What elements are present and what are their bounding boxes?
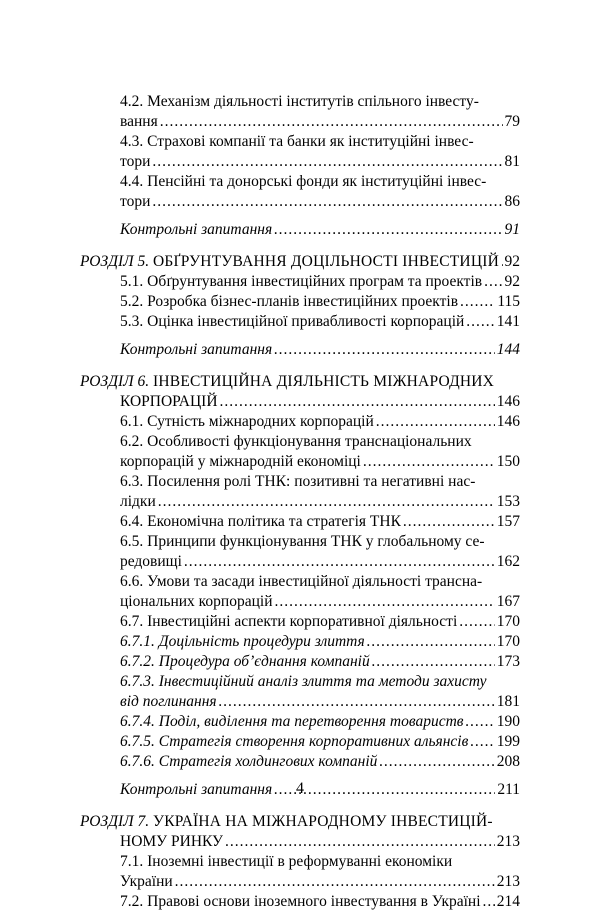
toc-entry-text: 5.3. Оцінка інвестиційної привабливості корпорацій <box>120 313 465 330</box>
page-ref: 170 <box>496 633 520 650</box>
toc-entry-6-7-1 <box>80 632 520 652</box>
toc-section-6-cont <box>80 392 520 412</box>
toc-entry-text: тори <box>120 193 151 210</box>
toc-entry-text: 5.2. Розробка бізнес-планів інвестиційних проектів <box>120 293 459 310</box>
toc-entry-text: 6.5. Принципи функціонування ТНК у глобальному се- <box>120 533 485 550</box>
toc-entry-text: України <box>120 873 173 890</box>
page-number: 4 <box>296 780 304 797</box>
section-label: РОЗДІЛ 7. <box>80 813 150 830</box>
dot-leader <box>152 152 502 172</box>
toc-entry-6-2-cont <box>80 452 520 472</box>
toc-entry-text: ціональних корпорацій <box>120 593 273 610</box>
toc-entry-6-7-4 <box>80 712 520 732</box>
dot-leader <box>220 392 495 412</box>
toc-entry-6-1 <box>80 412 520 432</box>
dot-leader <box>466 712 495 732</box>
dot-leader <box>152 192 502 212</box>
dot-leader <box>274 220 502 240</box>
toc-entry-6-4 <box>80 512 520 532</box>
dot-leader <box>379 752 494 772</box>
toc-entry-6-5-cont <box>80 552 520 572</box>
page-ref: 141 <box>496 313 520 330</box>
page-ref: 208 <box>496 753 520 770</box>
toc-entry-text: 5.1. Обґрунтування інвестиційних програм та проектів <box>120 273 483 290</box>
toc-entry-5-3 <box>80 312 520 332</box>
dot-leader <box>372 652 495 672</box>
toc-entry-text: 6.7.6. Стратегія холдингових компаній <box>120 753 378 770</box>
page-ref: 214 <box>496 893 520 910</box>
dot-leader <box>225 832 495 852</box>
toc-section-7 <box>80 812 520 832</box>
toc-entry-text: 4.2. Механізм діяльності інститутів спільного інвесту- <box>120 93 479 110</box>
page-ref: 92 <box>504 273 520 290</box>
page-ref: 181 <box>496 693 520 710</box>
section-title: КОРПОРАЦІЙ <box>120 393 218 410</box>
toc-entry-text: 6.3. Посилення ролі ТНК: позитивні та негативні нас- <box>120 473 476 490</box>
toc-entry-text: корпорацій у міжнародній економіці <box>120 453 361 470</box>
toc-entry-6-5 <box>80 532 520 552</box>
dot-leader <box>184 552 495 572</box>
page-ref: 190 <box>496 713 520 730</box>
toc-entry-text: 6.7.1. Доцільність процедури злиття <box>120 633 365 650</box>
dot-leader <box>275 592 495 612</box>
toc-entry-7-1 <box>80 852 520 872</box>
dot-leader <box>175 872 495 892</box>
section-title: НОМУ РИНКУ <box>120 833 224 850</box>
page-ref: 162 <box>496 553 520 570</box>
toc-entry-text: 7.1. Іноземні інвестиції в реформуванні економіки <box>120 853 453 870</box>
toc-entry-text: Контрольні запитання <box>120 221 273 238</box>
toc-entry-7-2 <box>80 892 520 912</box>
page-ref: 170 <box>496 613 520 630</box>
page-ref: 79 <box>504 113 520 130</box>
dot-leader <box>483 892 495 912</box>
toc-entry-4-2-cont <box>80 112 520 132</box>
toc-entry-text: Контрольні запитання <box>120 341 273 358</box>
toc-section-5 <box>80 252 520 272</box>
section-label: РОЗДІЛ 5. <box>80 253 150 270</box>
toc-entry-text: тори <box>120 153 151 170</box>
toc-entry-text: 6.7. Інвестиційні аспекти корпоративної діяльності <box>120 613 458 630</box>
toc-entry-6-7-5 <box>80 732 520 752</box>
toc-entry-6-7-3-cont <box>80 692 520 712</box>
toc-entry-6-3-cont <box>80 492 520 512</box>
toc-entry-6-3 <box>80 472 520 492</box>
toc-entry-6-7-6 <box>80 752 520 772</box>
page-ref: 153 <box>496 493 520 510</box>
toc-entry-6-7 <box>80 612 520 632</box>
dot-leader <box>219 692 495 712</box>
toc-entry-text: 6.7.4. Поділ, виділення та перетворення товариств <box>120 713 464 730</box>
page-ref: 157 <box>496 513 520 530</box>
page-ref: 146 <box>496 393 520 410</box>
toc-entry-text: 6.6. Умови та засади інвестиційної діяльності трансна- <box>120 573 483 590</box>
toc-entry-text: 6.7.5. Стратегія створення корпоративних альянсів <box>120 733 469 750</box>
page-ref: 173 <box>496 653 520 670</box>
toc-entry-text: Контрольні запитання <box>120 781 273 798</box>
page-ref: 91 <box>504 221 520 238</box>
toc-entry-text: лідки <box>120 493 156 510</box>
toc-entry-text: 6.7.3. Інвестиційний аналіз злиття та методи захисту <box>120 673 487 690</box>
dot-leader <box>367 632 495 652</box>
dot-leader <box>160 112 503 132</box>
toc-entry-text: від поглинання <box>120 693 217 710</box>
toc-entry-text: 7.2. Правові основи іноземного інвестування в Україні <box>120 893 481 910</box>
page-ref: 86 <box>504 193 520 210</box>
toc-entry-text: вання <box>120 113 158 130</box>
toc-entry-5-1 <box>80 272 520 292</box>
toc-entry-6-2 <box>80 432 520 452</box>
toc-entry-4-4-cont <box>80 192 520 212</box>
dot-leader <box>403 512 495 532</box>
page-ref: 144 <box>496 341 520 358</box>
page-ref: 211 <box>497 781 520 798</box>
section-title: ІНВЕСТИЦІЙНА ДІЯЛЬНІСТЬ МІЖНАРОДНИХ <box>153 373 495 390</box>
dot-leader <box>501 252 503 272</box>
toc-entry-text: 4.4. Пенсійні та донорські фонди як інституційні інвес- <box>120 173 487 190</box>
toc-entry-4-3 <box>80 132 520 152</box>
dot-leader <box>470 732 494 752</box>
section-title: УКРАЇНА НА МІЖНАРОДНОМУ ІНВЕСТИЦІЙ- <box>153 813 493 830</box>
toc-control-questions-4 <box>80 220 520 240</box>
toc-entry-7-1-cont <box>80 872 520 892</box>
dot-leader <box>376 412 495 432</box>
dot-leader <box>158 492 495 512</box>
section-label: РОЗДІЛ 6. <box>80 373 150 390</box>
toc-entry-6-7-3 <box>80 672 520 692</box>
page-ref: 213 <box>496 873 520 890</box>
dot-leader <box>466 312 494 332</box>
page-ref: 115 <box>497 293 520 310</box>
toc-entry-text: 6.7.2. Процедура об’єднання компаній <box>120 653 370 670</box>
toc-entry-4-4 <box>80 172 520 192</box>
toc-entry-text: 6.4. Економічна політика та стратегія ТНК <box>120 513 401 530</box>
toc-control-questions-5 <box>80 340 520 360</box>
toc-entry-text: редовищі <box>120 553 182 570</box>
page-ref: 81 <box>504 153 520 170</box>
page-ref: 146 <box>496 413 520 430</box>
toc-entry-6-6 <box>80 572 520 592</box>
section-title: ОБҐРУНТУВАННЯ ДОЦІЛЬНОСТІ ІНВЕСТИЦІЙ <box>153 253 499 270</box>
toc-section-7-cont <box>80 832 520 852</box>
page-ref: 199 <box>496 733 520 750</box>
toc-entry-6-7-2 <box>80 652 520 672</box>
page-ref: 213 <box>496 833 520 850</box>
toc-entry-text: 6.2. Особливості функціонування транснаціональних <box>120 433 472 450</box>
page-ref: 167 <box>496 593 520 610</box>
page-ref: 150 <box>496 453 520 470</box>
dot-leader <box>484 272 502 292</box>
page-ref: 92 <box>504 253 520 270</box>
toc-entry-text: 6.1. Сутність міжнародних корпорацій <box>120 413 374 430</box>
toc-entry-4-2 <box>80 92 520 112</box>
dot-leader <box>460 292 495 312</box>
toc-entry-5-2 <box>80 292 520 312</box>
dot-leader <box>459 612 495 632</box>
toc-entry-4-3-cont <box>80 152 520 172</box>
toc-entry-text: 4.3. Страхові компанії та банки як інституційні інвес- <box>120 133 474 150</box>
dot-leader <box>363 452 495 472</box>
dot-leader <box>274 340 495 360</box>
toc-section-6 <box>80 372 520 392</box>
toc-entry-6-6-cont <box>80 592 520 612</box>
